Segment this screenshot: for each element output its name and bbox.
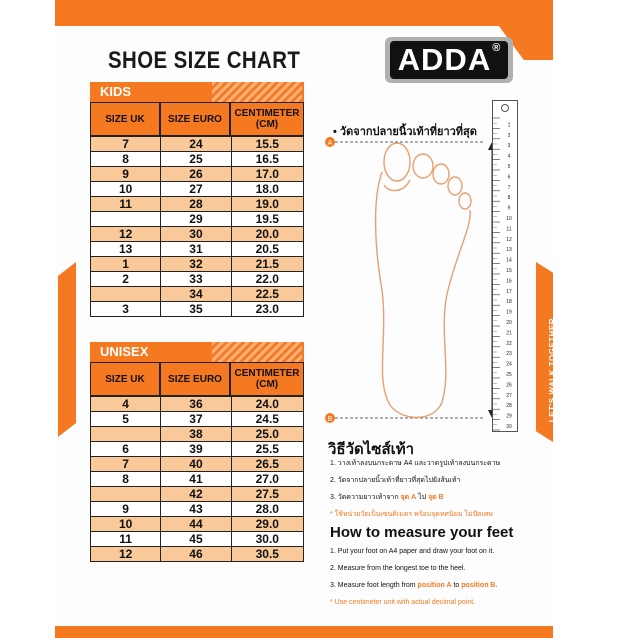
centimeter-cell: 27.0 [231,472,303,487]
centimeter-cell: 22.0 [231,272,303,287]
size-uk-cell: 2 [91,272,161,287]
centimeter-cell: 30.5 [231,547,303,562]
centimeter-cell: 21.5 [231,257,303,272]
size-uk-cell: 7 [91,457,161,472]
english-note: * Use centimeter unit with actual decimal point. [330,599,476,606]
centimeter-cell: 16.5 [231,152,303,167]
centimeter-cell: 17.0 [231,167,303,182]
centimeter-cell: 20.5 [231,242,303,257]
centimeter-cell: 19.5 [231,212,303,227]
english-step-3-text: 3. Measure foot length from [330,582,418,589]
table-row [91,182,304,197]
slogan-text: LET'S WALK TOGETHER [548,317,557,423]
table-row [91,197,304,212]
size-uk-cell [91,287,161,302]
ruler-number: 22 [506,340,512,347]
centimeter-cell: 23.0 [231,302,303,317]
size-euro-cell: 27 [161,182,231,197]
table-row [91,517,304,532]
table-row [91,397,304,412]
size-euro-cell: 28 [161,197,231,212]
ruler-number: 19 [506,309,512,316]
left-side-tab [58,262,76,437]
ruler-number: 3 [507,143,511,150]
point-b-label: B [327,416,333,423]
size-uk-cell: 12 [91,547,161,562]
centimeter-cell: 29.0 [231,517,303,532]
size-uk-cell: 1 [91,257,161,272]
size-uk-cell: 3 [91,302,161,317]
size-euro-cell: 36 [161,397,231,412]
centimeter-cell: 25.0 [231,427,303,442]
size-euro-cell: 46 [161,547,231,562]
size-euro-cell: 29 [161,212,231,227]
centimeter-cell: 22.5 [231,287,303,302]
ruler-number: 5 [507,164,511,170]
size-euro-cell: 40 [161,457,231,472]
thai-step-2: 2. วัดจากปลายนิ้วเท้าที่ยาวที่สุดไปยังส้นเท้า [330,477,461,484]
col-size-euro: SIZE EURO [160,362,230,396]
table-row [91,152,304,167]
size-euro-cell: 25 [161,152,231,167]
english-step-3 [330,577,497,594]
table-row [91,212,304,227]
centimeter-cell: 25.5 [231,442,303,457]
english-step-1: 1. Put your foot on A4 paper and draw your foot on it. [330,548,495,555]
ruler-number: 30 [506,424,512,430]
table-row [91,302,304,317]
thai-step-3-text: 3. วัดความยาวเท้าจาก [330,494,401,501]
ruler-number: 12 [506,236,512,243]
bottom-orange-band [55,626,553,638]
size-euro-cell: 42 [161,487,231,502]
unisex-label: UNISEX [100,344,149,359]
ruler-number: 11 [506,226,512,233]
size-euro-cell: 33 [161,272,231,287]
english-point-b: position B. [461,582,498,589]
ruler-number: 1 [507,122,511,129]
table-row [91,272,304,287]
size-uk-cell [91,212,161,227]
ruler-number: 15 [506,268,512,274]
table-row [91,502,304,517]
thai-note: * ใช้หน่วยวัดเป็นเซนติเมตร พร้อมจุดทศนิยม ไม่ปัดเศษ [330,511,494,518]
size-uk-cell: 11 [91,532,161,547]
size-uk-cell: 10 [91,182,161,197]
size-uk-cell: 13 [91,242,161,257]
centimeter-cell: 18.0 [231,182,303,197]
size-uk-cell: 4 [91,397,161,412]
ruler-number: 20 [506,320,512,326]
centimeter-cell: 24.0 [231,397,303,412]
thai-point-b: จุด B [428,494,444,501]
size-uk-cell: 7 [91,137,161,152]
ruler-number: 10 [506,216,512,222]
measure-caption-text: วัดจากปลายนิ้วเท้าที่ยาวที่สุด [339,126,477,138]
table-row [91,227,304,242]
thai-point-a: จุด A [400,494,417,501]
thai-heading: วิธีวัดไซส์เท้า [328,441,415,458]
table-row [91,487,304,502]
ruler-number: 25 [506,372,512,378]
thai-step-1: 1. วางเท้าลงบนกระดาษ A4 และวาดรูปเท้าลงบนกระดาษ [330,460,501,467]
table-row [91,547,304,562]
ruler-number: 6 [507,174,511,181]
size-uk-cell: 10 [91,517,161,532]
ruler-number: 7 [507,184,511,191]
size-euro-cell: 26 [161,167,231,182]
centimeter-cell: 28.0 [231,502,303,517]
centimeter-cell: 19.0 [231,197,303,212]
english-step-3-mid: to [451,582,462,589]
table-row [91,137,304,152]
thai-step-3 [330,489,500,506]
table-row [91,442,304,457]
kids-header [90,82,304,102]
size-uk-cell: 9 [91,167,161,182]
table-row [91,167,304,182]
size-euro-cell: 24 [161,137,231,152]
ruler-number: 26 [506,382,512,389]
measure-caption: • วัดจากปลายนิ้วเท้าที่ยาวที่สุด [333,126,477,138]
size-uk-cell: 9 [91,502,161,517]
ruler-number: 28 [506,403,512,410]
size-uk-cell: 6 [91,442,161,457]
ruler-number: 17 [506,288,512,295]
thai-step-3-mid: ไป [416,494,429,501]
size-euro-cell: 35 [161,302,231,317]
table-row [91,532,304,547]
table-row [91,257,304,272]
col-size-euro: SIZE EURO [160,102,230,136]
size-uk-cell: 11 [91,197,161,212]
size-uk-cell: 5 [91,412,161,427]
top-orange-band [55,0,553,26]
ruler-number: 24 [506,361,512,368]
centimeter-cell: 27.5 [231,487,303,502]
centimeter-cell: 20.0 [231,227,303,242]
size-euro-cell: 41 [161,472,231,487]
unisex-header [90,342,304,362]
size-uk-cell [91,487,161,502]
size-euro-cell: 32 [161,257,231,272]
centimeter-cell: 30.0 [231,532,303,547]
brand-logo [385,37,513,83]
unisex-size-table [90,396,304,562]
point-a-label: A [327,140,333,147]
size-euro-cell: 45 [161,532,231,547]
size-euro-cell: 38 [161,427,231,442]
kids-size-table [90,136,304,317]
english-steps [330,543,497,611]
size-uk-cell: 12 [91,227,161,242]
size-euro-cell: 30 [161,227,231,242]
ruler-number: 2 [507,132,511,139]
ruler [492,100,518,432]
table-row [91,457,304,472]
size-euro-cell: 37 [161,412,231,427]
size-euro-cell: 34 [161,287,231,302]
table-row [91,472,304,487]
size-uk-cell: 8 [91,472,161,487]
kids-label: KIDS [100,84,132,99]
col-size-uk: SIZE UK [90,362,160,396]
table-row [91,412,304,427]
size-euro-cell: 43 [161,502,231,517]
english-step-2: 2. Measure from the longest toe to the heel. [330,565,466,572]
centimeter-cell: 26.5 [231,457,303,472]
ruler-number: 14 [506,257,512,264]
ruler-number: 23 [506,351,512,358]
kids-column-headers [90,102,304,136]
table-row [91,427,304,442]
ruler-number: 9 [507,205,511,212]
header-stripes [212,342,302,362]
unisex-column-headers [90,362,304,396]
size-uk-cell: 8 [91,152,161,167]
ruler-number: 8 [507,195,511,202]
ruler-number: 18 [506,299,512,306]
ruler-number: 4 [507,153,511,160]
ruler-number: 16 [506,278,512,285]
col-size-uk: SIZE UK [90,102,160,136]
size-euro-cell: 31 [161,242,231,257]
size-euro-cell: 39 [161,442,231,457]
centimeter-cell: 24.5 [231,412,303,427]
table-row [91,242,304,257]
size-uk-cell [91,427,161,442]
foot-diagram [320,130,500,430]
header-stripes [212,82,302,102]
col-centimeter: CENTIMETER (CM) [230,102,304,136]
ruler-number: 21 [506,330,512,337]
thai-steps [330,455,500,523]
english-heading: How to measure your feet [330,524,514,541]
registered-mark: ® [492,42,502,54]
size-euro-cell: 44 [161,517,231,532]
brand-name: ADDA [397,42,492,77]
centimeter-cell: 15.5 [231,137,303,152]
ruler-number: 29 [506,413,512,420]
page-title: SHOE SIZE CHART [108,47,301,74]
slogan-vertical [548,300,562,440]
table-row [91,287,304,302]
ruler-number: 27 [506,392,512,399]
english-point-a: position A [417,582,452,589]
col-centimeter: CENTIMETER (CM) [230,362,304,396]
ruler-number: 13 [506,247,512,254]
